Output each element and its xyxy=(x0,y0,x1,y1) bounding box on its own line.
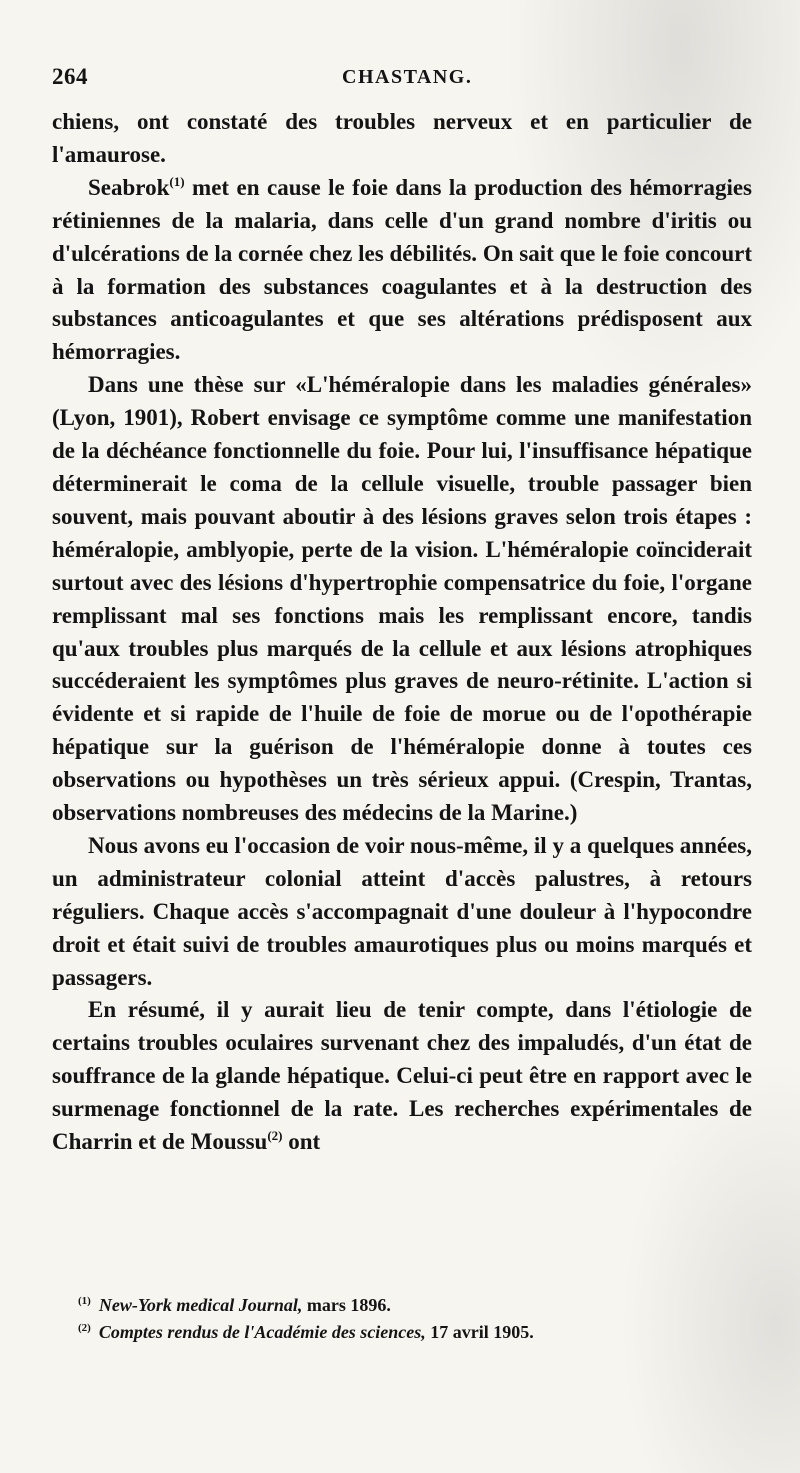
paragraph-2-rest: met en cause le foie dans la production des hémorragies rétiniennes de la malaria, dans celle d'un grand nombre d'iritis ou d'ulcérations de la cornée chez les débilités. On sait que le foie concourt à la formation des substances coagulantes et à la destruction des substances anticoagulantes et que ses altérations prédisposent aux hémorragies. xyxy=(52,174,752,365)
body-text xyxy=(52,106,752,1159)
footnote-ref-2: (2) xyxy=(267,1128,283,1144)
footnote-1-mark: (1) xyxy=(78,1295,91,1307)
footnote-1-date: mars 1896. xyxy=(302,1295,391,1315)
footnote-1-title: New-York medical Journal, xyxy=(98,1295,303,1315)
paragraph-5-start: En résumé, il y aurait lieu de tenir compte, dans l'étiologie de certains troubles oculaires survenant chez des impaludés, d'un état de souffrance de la glande hépatique. Celui-ci peut être en rapport avec le surmenage fonctionnel de la rate. Les recherches expérimentales de Charrin et de Moussu xyxy=(52,997,752,1155)
footnote-1 xyxy=(78,1292,758,1319)
footnote-2-title: Comptes rendus de l'Académie des sciences, xyxy=(98,1322,426,1342)
footnotes xyxy=(78,1292,758,1346)
running-head: CHASTANG. xyxy=(342,66,473,88)
paragraph-2-start: Seabrok xyxy=(88,174,170,200)
page-number: 264 xyxy=(52,64,88,89)
paragraph-2 xyxy=(52,172,752,369)
paragraph-4: Nous avons eu l'occasion de voir nous-même, il y a quelques années, un administrateur colonial atteint d'accès palustres, à retours réguliers. Chaque accès s'accompagnait d'une douleur à l'hypocondre droit et était suivi de troubles amaurotiques plus ou moins marqués et passagers. xyxy=(52,832,752,990)
footnote-2-date: 17 avril 1905. xyxy=(425,1322,534,1342)
paragraph-5 xyxy=(52,994,752,1159)
footnote-ref-1: (1) xyxy=(169,173,185,189)
footnote-2 xyxy=(78,1319,758,1346)
paragraph-1: chiens, ont constaté des troubles nerveux et en particulier de l'amaurose. xyxy=(52,109,752,167)
page-header xyxy=(52,64,752,94)
paragraph-5-rest: ont xyxy=(282,1129,321,1155)
paragraph-3: Dans une thèse sur «L'héméralopie dans les maladies générales» (Lyon, 1901), Robert envisage ce symptôme comme une manifestation de la déchéance fonctionnelle du foie. Pour lui, l'insuffisance hépatique déterminerait le coma de la cellule visuelle, trouble passager bien souvent, mais pouvant aboutir à des lésions graves selon trois étapes : héméralopie, amblyopie, perte de la vision. L'héméralopie coïnciderait surtout avec des lésions d'hypertrophie compensatrice du foie, l'organe remplissant mal ses fonctions mais les remplissant encore, tandis qu'aux troubles plus marqués de la cellule et aux lésions atrophiques succéderaient les symptômes plus graves de neuro-rétinite. L'action si évidente et si rapide de l'huile de foie de morue ou de l'opothérapie hépatique sur la guérison de l'héméralopie donne à toutes ces observations ou hypothèses un très sérieux appui. (Crespin, Trantas, observations nombreuses des médecins de la Marine.) xyxy=(52,372,752,826)
footnote-2-mark: (2) xyxy=(78,1322,91,1334)
